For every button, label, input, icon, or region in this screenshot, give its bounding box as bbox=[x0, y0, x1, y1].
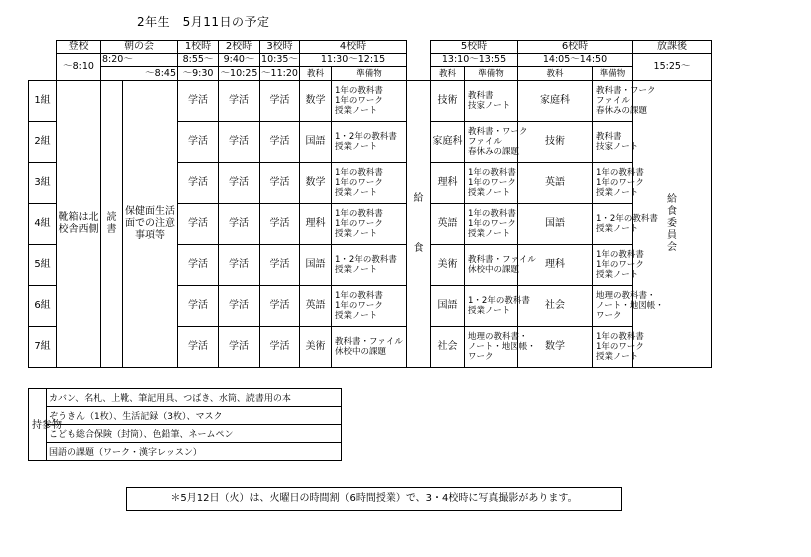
afterschool-cell bbox=[633, 81, 712, 368]
period-4-materials bbox=[332, 81, 407, 122]
period-4-materials bbox=[332, 122, 407, 163]
period-5-subject: 社会 bbox=[431, 327, 465, 368]
period-6-materials-text: 1年の教科書 1年のワーク 授業ノート bbox=[596, 250, 644, 280]
class-label: 2組 bbox=[29, 122, 57, 163]
header-asa: 朝の会 bbox=[101, 41, 178, 54]
time-period-2-end: ～10:25 bbox=[219, 67, 260, 81]
time-period-5: 13:10～13:55 bbox=[431, 54, 518, 67]
lunch-header-blank bbox=[407, 41, 431, 54]
period-5-subject: 家庭科 bbox=[431, 122, 465, 163]
period-6-subject: 社会 bbox=[518, 286, 593, 327]
lunch-text: 給食 bbox=[413, 193, 424, 254]
period-4-materials-text: 1年の教科書 1年のワーク 授業ノート bbox=[335, 291, 383, 321]
period-4-materials bbox=[332, 204, 407, 245]
period-6-subject: 国語 bbox=[518, 204, 593, 245]
period-4-materials bbox=[332, 163, 407, 204]
period-4-subject: 英語 bbox=[300, 286, 332, 327]
lunch-time-blank bbox=[407, 54, 431, 67]
subheader-materials-4: 準備物 bbox=[332, 67, 407, 81]
header-houka: 放課後 bbox=[633, 41, 712, 54]
class-label: 5組 bbox=[29, 245, 57, 286]
period-4-materials-text: 1年の教科書 1年のワーク 授業ノート bbox=[335, 168, 383, 198]
period-4-materials-text: 1年の教科書 1年のワーク 授業ノート bbox=[335, 86, 383, 116]
period-5-materials-text: 教科書 技家ノート bbox=[468, 91, 511, 111]
period-5-materials-text: 1年の教科書 1年のワーク 授業ノート bbox=[468, 209, 516, 239]
header-period-6: 6校時 bbox=[518, 41, 633, 54]
period-2-subject: 学活 bbox=[219, 286, 260, 327]
period-2-subject: 学活 bbox=[219, 122, 260, 163]
header-period-4: 4校時 bbox=[300, 41, 407, 54]
period-4-materials-text: 教科書・ファイル 休校中の課題 bbox=[335, 337, 403, 357]
period-6-materials bbox=[593, 204, 658, 245]
class-label: 4組 bbox=[29, 204, 57, 245]
period-1-subject: 学活 bbox=[178, 286, 219, 327]
period-3-subject: 学活 bbox=[260, 327, 300, 368]
period-6-materials bbox=[593, 81, 656, 122]
period-5-materials-text: 地理の教科書・ ノート・地図帳・ ワーク bbox=[468, 332, 536, 362]
period-5-subject: 技術 bbox=[431, 81, 465, 122]
period-6-materials-text: 教科書・ワーク ファイル 春休みの課題 bbox=[596, 86, 656, 116]
period-1-subject: 学活 bbox=[178, 81, 219, 122]
period-6-materials-text: 1年の教科書 1年のワーク 授業ノート bbox=[596, 168, 644, 198]
period-6-materials bbox=[593, 327, 644, 368]
period-5-materials-text: 1年の教科書 1年のワーク 授業ノート bbox=[468, 168, 516, 198]
time-period-1-end: ～9:30 bbox=[178, 67, 219, 81]
period-5-materials bbox=[465, 327, 536, 368]
subheader-subject-4: 教科 bbox=[300, 67, 332, 81]
class-label: 1組 bbox=[29, 81, 57, 122]
period-1-subject: 学活 bbox=[178, 163, 219, 204]
time-toukou: ～8:10 bbox=[57, 54, 101, 81]
belongings-item: 国語の課題（ワーク・漢字レッスン） bbox=[47, 443, 342, 461]
time-asa-start: 8:20～ bbox=[101, 54, 178, 67]
period-5-materials bbox=[465, 286, 530, 327]
time-asa-end: ～8:45 bbox=[101, 67, 178, 81]
period-6-subject: 数学 bbox=[518, 327, 593, 368]
period-1-subject: 学活 bbox=[178, 204, 219, 245]
lunch-cell bbox=[407, 81, 431, 368]
period-4-subject: 国語 bbox=[300, 245, 332, 286]
period-3-subject: 学活 bbox=[260, 122, 300, 163]
period-6-materials bbox=[593, 163, 644, 204]
period-5-subject: 国語 bbox=[431, 286, 465, 327]
class-label: 6組 bbox=[29, 286, 57, 327]
period-4-materials bbox=[332, 286, 407, 327]
subheader-subject-5: 教科 bbox=[431, 67, 465, 81]
page-title: 2年生 5月11日の予定 bbox=[137, 15, 270, 29]
period-3-subject: 学活 bbox=[260, 204, 300, 245]
homeroom-notes: 保健面生活面での注意事項等 bbox=[123, 81, 178, 368]
belongings-item: こども総合保険（封筒）、色鉛筆、ネームペン bbox=[47, 425, 342, 443]
corner-blank-2 bbox=[29, 54, 57, 67]
period-6-materials bbox=[593, 122, 639, 163]
period-3-subject: 学活 bbox=[260, 286, 300, 327]
period-2-subject: 学活 bbox=[219, 81, 260, 122]
time-period-4: 11:30～12:15 bbox=[300, 54, 407, 67]
corner-blank bbox=[29, 41, 57, 54]
belongings-item: ぞうきん（1枚）、生活記録（3枚）、マスク bbox=[47, 407, 342, 425]
period-4-subject: 理科 bbox=[300, 204, 332, 245]
subheader-materials-5: 準備物 bbox=[465, 67, 518, 81]
period-2-subject: 学活 bbox=[219, 245, 260, 286]
period-4-materials-text: 1・2年の教科書 授業ノート bbox=[335, 255, 397, 275]
period-4-subject: 数学 bbox=[300, 81, 332, 122]
time-period-3-end: ～11:20 bbox=[261, 67, 298, 79]
period-1-subject: 学活 bbox=[178, 245, 219, 286]
header-period-2: 2校時 bbox=[219, 41, 260, 54]
period-5-subject: 英語 bbox=[431, 204, 465, 245]
period-4-subject: 数学 bbox=[300, 163, 332, 204]
period-2-subject: 学活 bbox=[219, 327, 260, 368]
period-2-subject: 学活 bbox=[219, 163, 260, 204]
period-3-subject: 学活 bbox=[260, 81, 300, 122]
period-6-subject: 技術 bbox=[518, 122, 593, 163]
period-6-materials bbox=[593, 286, 664, 327]
reading-cell bbox=[101, 81, 123, 368]
period-5-materials bbox=[465, 122, 528, 163]
period-6-materials-text: 1・2年の教科書 授業ノート bbox=[596, 214, 658, 234]
afterschool-text: 給食委員会 bbox=[667, 194, 677, 253]
corner-blank-3 bbox=[29, 67, 57, 81]
period-4-materials-text: 1・2年の教科書 授業ノート bbox=[335, 132, 397, 152]
shoe-locker-note: 靴箱は北校舎西側 bbox=[57, 81, 101, 368]
header-period-1: 1校時 bbox=[178, 41, 219, 54]
period-4-materials bbox=[332, 327, 407, 368]
period-6-materials bbox=[593, 245, 644, 286]
period-5-materials-text: 1・2年の教科書 授業ノート bbox=[468, 296, 530, 316]
subheader-materials-6: 準備物 bbox=[593, 67, 633, 81]
period-5-subject: 理科 bbox=[431, 163, 465, 204]
period-2-subject: 学活 bbox=[219, 204, 260, 245]
period-4-materials bbox=[332, 245, 407, 286]
belongings-label: 持参物 bbox=[29, 389, 47, 461]
notice-box: ＊5月12日（火）は、火曜日の時間割（6時間授業）で、3・4校時に写真撮影があります。 bbox=[126, 487, 622, 511]
period-3-subject: 学活 bbox=[260, 163, 300, 204]
period-5-materials bbox=[465, 245, 536, 286]
period-6-subject: 家庭科 bbox=[518, 81, 593, 122]
period-6-subject: 理科 bbox=[518, 245, 593, 286]
time-period-6: 14:05～14:50 bbox=[518, 54, 633, 67]
schedule-table bbox=[28, 40, 781, 368]
time-houka: 15:25～ bbox=[633, 54, 712, 81]
period-5-subject: 美術 bbox=[431, 245, 465, 286]
time-period-3-start: 10:35～ bbox=[261, 54, 298, 65]
period-6-materials-text: 1年の教科書 1年のワーク 授業ノート bbox=[596, 332, 644, 362]
class-label: 7組 bbox=[29, 327, 57, 368]
header-toukou: 登校 bbox=[57, 41, 101, 54]
header-period-5: 5校時 bbox=[431, 41, 518, 54]
period-6-subject: 英語 bbox=[518, 163, 593, 204]
time-period-2-start: 9:40～ bbox=[219, 54, 260, 67]
belongings-table bbox=[28, 388, 342, 461]
period-5-materials-text: 教科書・ワーク ファイル 春休みの課題 bbox=[468, 127, 528, 157]
class-row bbox=[29, 81, 781, 122]
period-1-subject: 学活 bbox=[178, 327, 219, 368]
period-5-materials bbox=[465, 81, 518, 122]
period-4-subject: 国語 bbox=[300, 122, 332, 163]
period-6-materials-text: 教科書 技家ノート bbox=[596, 132, 639, 152]
subheader-subject-6: 教科 bbox=[518, 67, 593, 81]
period-6-materials-text: 地理の教科書・ ノート・地図帳・ ワーク bbox=[596, 291, 664, 321]
time-period-1-start: 8:55～ bbox=[178, 54, 219, 67]
reading-text: 読書 bbox=[106, 212, 117, 235]
period-4-materials-text: 1年の教科書 1年のワーク 授業ノート bbox=[335, 209, 383, 239]
period-4-subject: 美術 bbox=[300, 327, 332, 368]
period-1-subject: 学活 bbox=[178, 122, 219, 163]
period-5-materials bbox=[465, 163, 518, 204]
belongings-item: カバン、名札、上靴、筆記用具、つばき、水筒、読書用の本 bbox=[47, 389, 342, 407]
class-label: 3組 bbox=[29, 163, 57, 204]
period-3-subject: 学活 bbox=[260, 245, 300, 286]
period-5-materials bbox=[465, 204, 518, 245]
header-period-3: 3校時 bbox=[260, 41, 300, 54]
lunch-sub-blank bbox=[407, 67, 431, 81]
period-5-materials-text: 教科書・ファイル 休校中の課題 bbox=[468, 255, 536, 275]
